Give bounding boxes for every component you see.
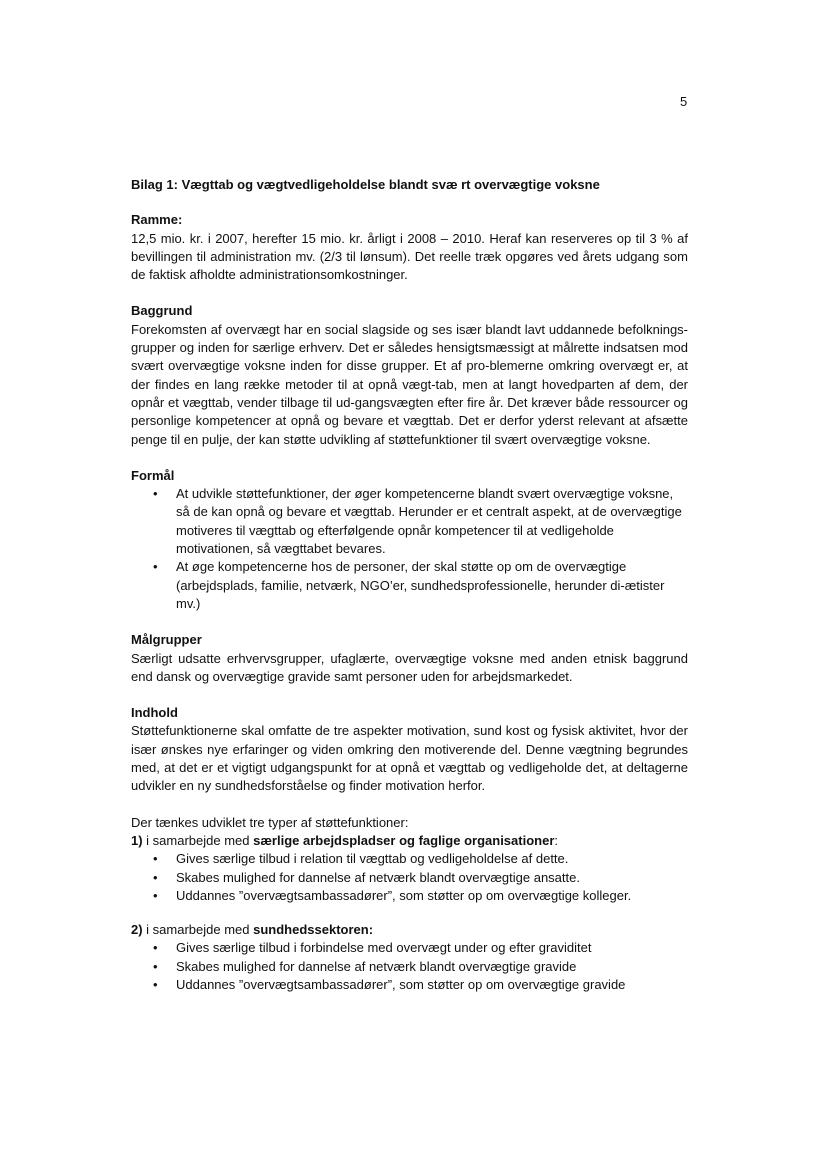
list-item-text: At øge kompetencerne hos de personer, der skal støtte op om de overvægtige (arbejdsplads, familie, netværk, NGO’er, sundhedsprofessionelle, herunder di-ætister mv.) [176, 559, 665, 611]
type-1-suffix: : [554, 832, 558, 848]
type-2-list [131, 939, 688, 994]
section-heading-indhold: Indhold [131, 705, 178, 721]
bullet-icon: • [153, 940, 158, 956]
list-item [131, 869, 688, 887]
bullet-icon: • [153, 486, 158, 502]
section-baggrund [131, 302, 688, 448]
type-1-number: 1) [131, 832, 143, 848]
bullet-icon: • [153, 887, 158, 903]
section-text-indhold: Støttefunktionerne skal omfatte de tre aspekter motivation, sund kost og fysisk aktivitet, hvor der især ønskes nye erfaringer og viden omkring den motiverende del. Denne vægtning begrundes med, at det er et vigtigt udgangspunkt for at opnå et vægttab og vedligeholde det, at deltagerne udvikler en ny sundhedsforståelse og finder motivation herfor. [131, 723, 688, 794]
bullet-icon: • [153, 559, 158, 575]
type-1-list [131, 850, 688, 905]
list-item [131, 958, 688, 976]
section-heading-maalgrupper: Målgrupper [131, 632, 202, 648]
type-2-block [131, 921, 688, 994]
type-1-partner: særlige arbejdspladser og faglige organisationer [253, 832, 555, 848]
type-2-intro [131, 921, 688, 939]
list-item [131, 485, 688, 558]
type-1-intro [131, 832, 688, 850]
section-heading-baggrund: Baggrund [131, 303, 193, 319]
page-number: 5 [680, 94, 688, 109]
section-indhold [131, 704, 688, 795]
type-1-prefix: i samarbejde med [142, 832, 254, 848]
bullet-icon: • [153, 851, 158, 867]
list-item-text: At udvikle støttefunktioner, der øger kompetencerne blandt svært overvægtige voksne, så de kan opnå og bevare et vægttab. Herunder er et centralt aspekt, at de overvægtige motiveres til vægttab og efterfølgende opnår kompetencer til at vedligeholde motivationen, så vægttabet bevares. [176, 486, 682, 557]
list-item [131, 887, 688, 905]
bullet-icon: • [153, 976, 158, 992]
document-body [131, 176, 688, 994]
section-maalgrupper [131, 631, 688, 686]
list-item-text: Skabes mulighed for dannelse af netværk blandt overvægtige gravide [176, 958, 577, 974]
list-item-text: Uddannes ”overvægtsambassadører”, som støtter op om overvægtige gravide [176, 976, 626, 992]
formaal-list [131, 485, 688, 613]
section-ramme [131, 211, 688, 284]
type-1-block [131, 832, 688, 905]
types-intro: Der tænkes udviklet tre typer af støttefunktioner: [131, 814, 409, 830]
type-2-number: 2) [131, 922, 143, 938]
list-item [131, 850, 688, 868]
list-item [131, 976, 688, 994]
list-item [131, 939, 688, 957]
bullet-icon: • [153, 958, 158, 974]
document-title: Bilag 1: Vægttab og vægtvedligeholdelse blandt svæ rt overvægtige voksne [131, 177, 600, 192]
section-text-baggrund: Forekomsten af overvægt har en social slagside og ses især blandt lavt uddannede befolknings-grupper og inden for særlige erhverv. Det er således hensigtsmæssigt at målrette indsatsen mod svært overvægtige voksne inden for disse grupper. Et af pro-blemerne omkring overvægt er, at der findes en lang række metoder til at opnå vægt-tab, men at langt hovedparten af dem, der opnår et vægttab, vender tilbage til ud-gangsvægten efter fire år. Det kræver både ressourcer og personlige kompetencer at opnå og bevare et vægttab. Det er derfor yderst relevant at afsætte penge til en pulje, der kan støtte udvikling af støttefunktioner til svært overvægtige voksne. [131, 321, 688, 447]
list-item [131, 558, 688, 613]
section-formaal [131, 467, 688, 613]
list-item-text: Gives særlige tilbud i relation til vægttab og vedligeholdelse af dette. [176, 851, 569, 867]
section-text-maalgrupper: Særligt udsatte erhvervsgrupper, ufaglærte, overvægtige voksne med anden etnisk baggrund end dansk og overvægtige gravide samt personer uden for arbejdsmarkedet. [131, 650, 688, 684]
section-text-ramme: 12,5 mio. kr. i 2007, herefter 15 mio. kr. årligt i 2008 – 2010. Heraf kan reserveres op til 3 % af bevillingen til administration mv. (2/3 til lønsum). Det reelle træk opgøres ved årets udgang som de faktisk afholdte administrationsomkostninger. [131, 230, 688, 283]
list-item-text: Uddannes ”overvægtsambassadører”, som støtter op om overvægtige kolleger. [176, 887, 632, 903]
section-heading-ramme: Ramme: [131, 212, 183, 228]
type-2-partner: sundhedssektoren: [253, 922, 374, 938]
type-2-prefix: i samarbejde med [142, 922, 254, 938]
bullet-icon: • [153, 869, 158, 885]
list-item-text: Skabes mulighed for dannelse af netværk blandt overvægtige ansatte. [176, 869, 580, 885]
section-heading-formaal: Formål [131, 467, 175, 483]
list-item-text: Gives særlige tilbud i forbindelse med overvægt under og efter graviditet [176, 940, 592, 956]
